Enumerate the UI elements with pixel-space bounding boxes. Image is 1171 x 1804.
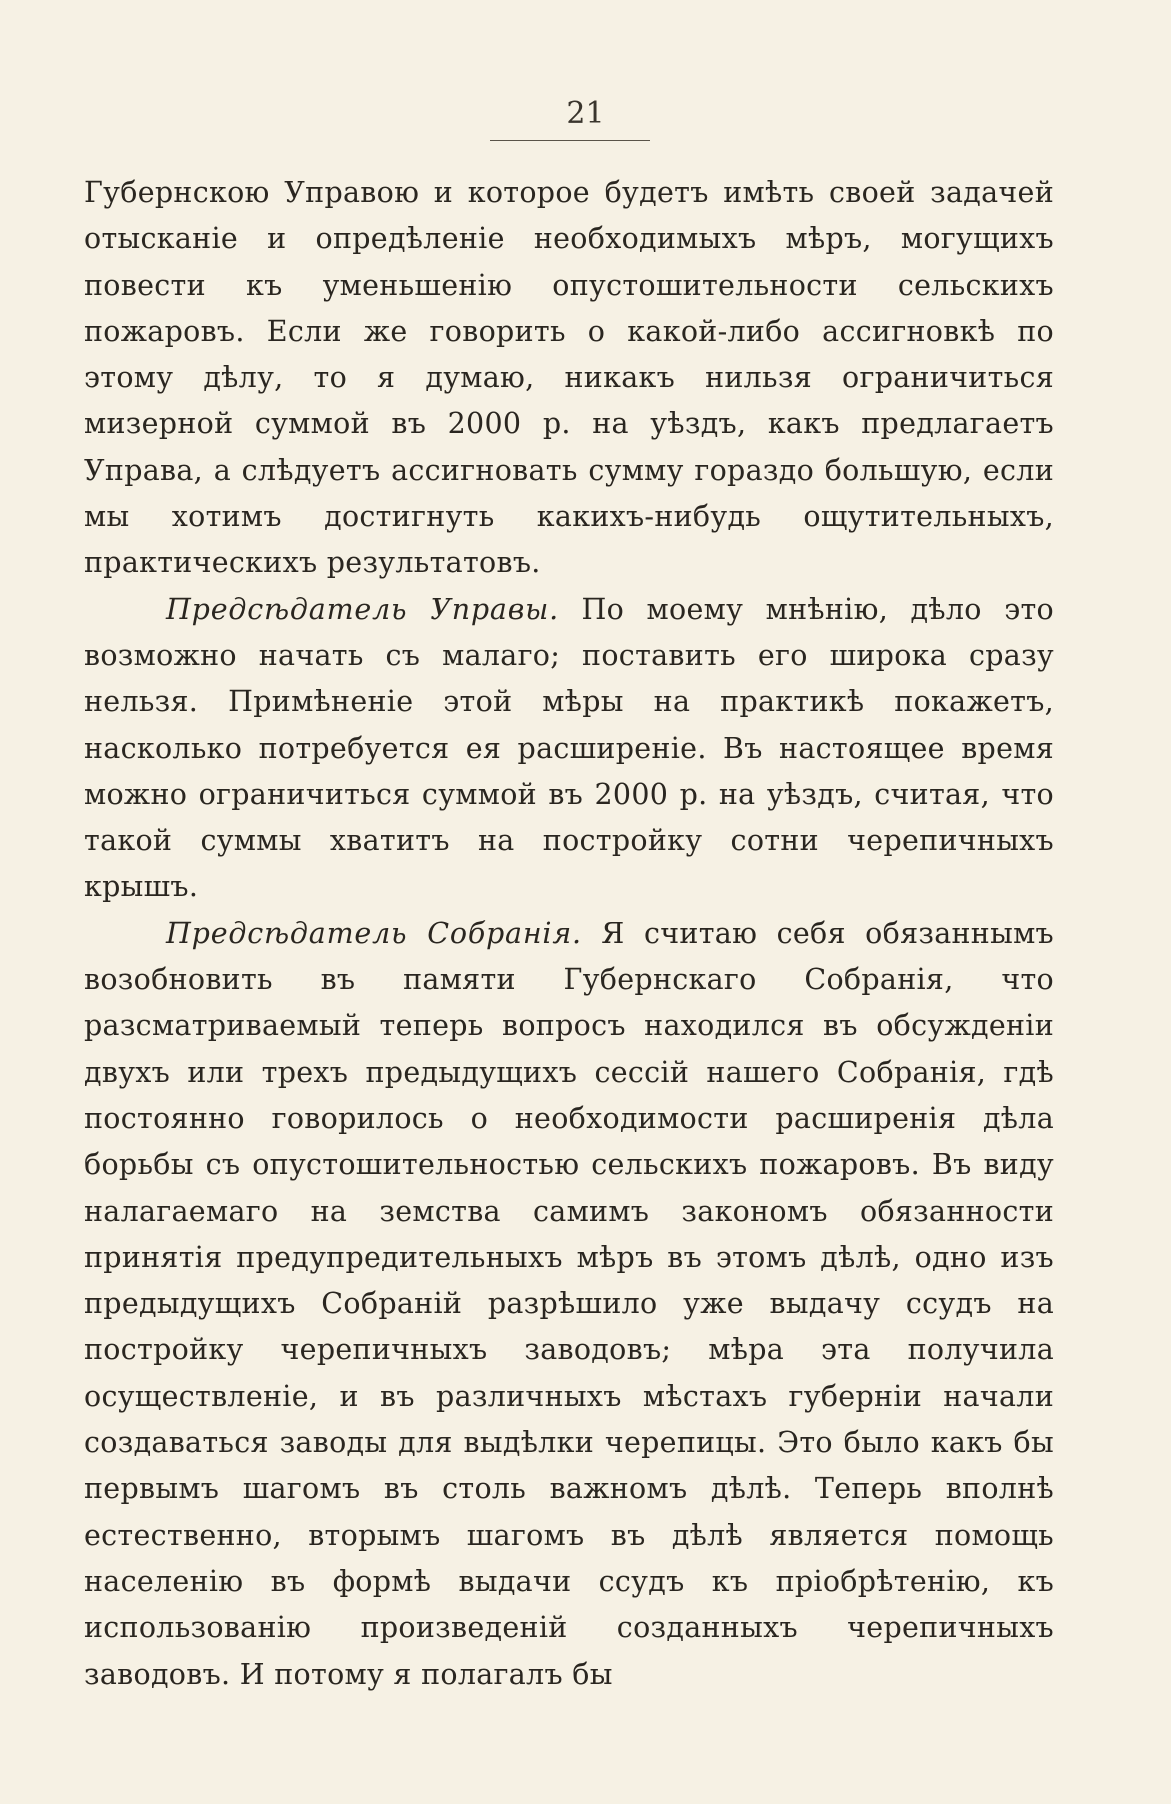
paragraph-2-text: По моему мнѣнію, дѣло это возможно начать съ малаго; поставить его широка сразу нельзя. Примѣненіе этой мѣры на практикѣ покажетъ, насколько потребуется ея расширеніе. Въ настоящее время можно ограничиться суммой въ 2000 р. на уѣздъ, считая, что такой суммы хватитъ на постройку сотни черепичныхъ крышъ. [84,592,1054,904]
body-text [84,170,1054,1698]
speaker-chairman-board: Предсѣдатель Управы. [166,592,559,626]
speaker-chairman-assembly: Предсѣдатель Собранія. [166,916,582,950]
header-rule [490,140,650,141]
paragraph-3 [84,911,1054,1698]
paragraph-3-text: Я считаю себя обязаннымъ возобновить въ памяти Губернскаго Собранія, что разсматриваемый теперь вопросъ находился въ обсужденіи двухъ или трехъ предыдущихъ сессій нашего Собранія, гдѣ постоянно говорилось о необходимости расширенія дѣла борьбы съ опустошительностью сельскихъ пожаровъ. Въ виду налагаемаго на земства самимъ закономъ обязанности принятія предупредительныхъ мѣръ въ этомъ дѣлѣ, одно изъ предыдущихъ Собраній разрѣшило уже выдачу ссудъ на постройку черепичныхъ заводовъ; мѣра эта получила осуществленіе, и въ различныхъ мѣстахъ губерніи начали создаваться заводы для выдѣлки черепицы. Это было какъ бы первымъ шагомъ въ столь важномъ дѣлѣ. Теперь вполнѣ естественно, вторымъ шагомъ въ дѣлѣ является помощь населенію въ формѣ выдачи ссудъ къ пріобрѣтенію, къ использованію произведеній созданныхъ черепичныхъ заводовъ. И потому я полагалъ бы [84,916,1054,1691]
page-number: 21 [566,96,605,131]
paragraph-1 [84,170,1054,587]
paragraph-1-text: Губернскою Управою и которое будетъ имѣть своей задачей отысканіе и опредѣленіе необходимыхъ мѣръ, могущихъ повести къ уменьшенію опустошительности сельскихъ пожаровъ. Если же говорить о какой-либо ассигновкѣ по этому дѣлу, то я думаю, никакъ нильзя ограничиться мизерной суммой въ 2000 р. на уѣздъ, какъ предлагаетъ Управа, а слѣдуетъ ассигновать сумму гораздо большую, если мы хотимъ достигнуть какихъ-нибудь ощутительныхъ, практическихъ результатовъ. [84,176,1054,580]
paragraph-2 [84,587,1054,911]
